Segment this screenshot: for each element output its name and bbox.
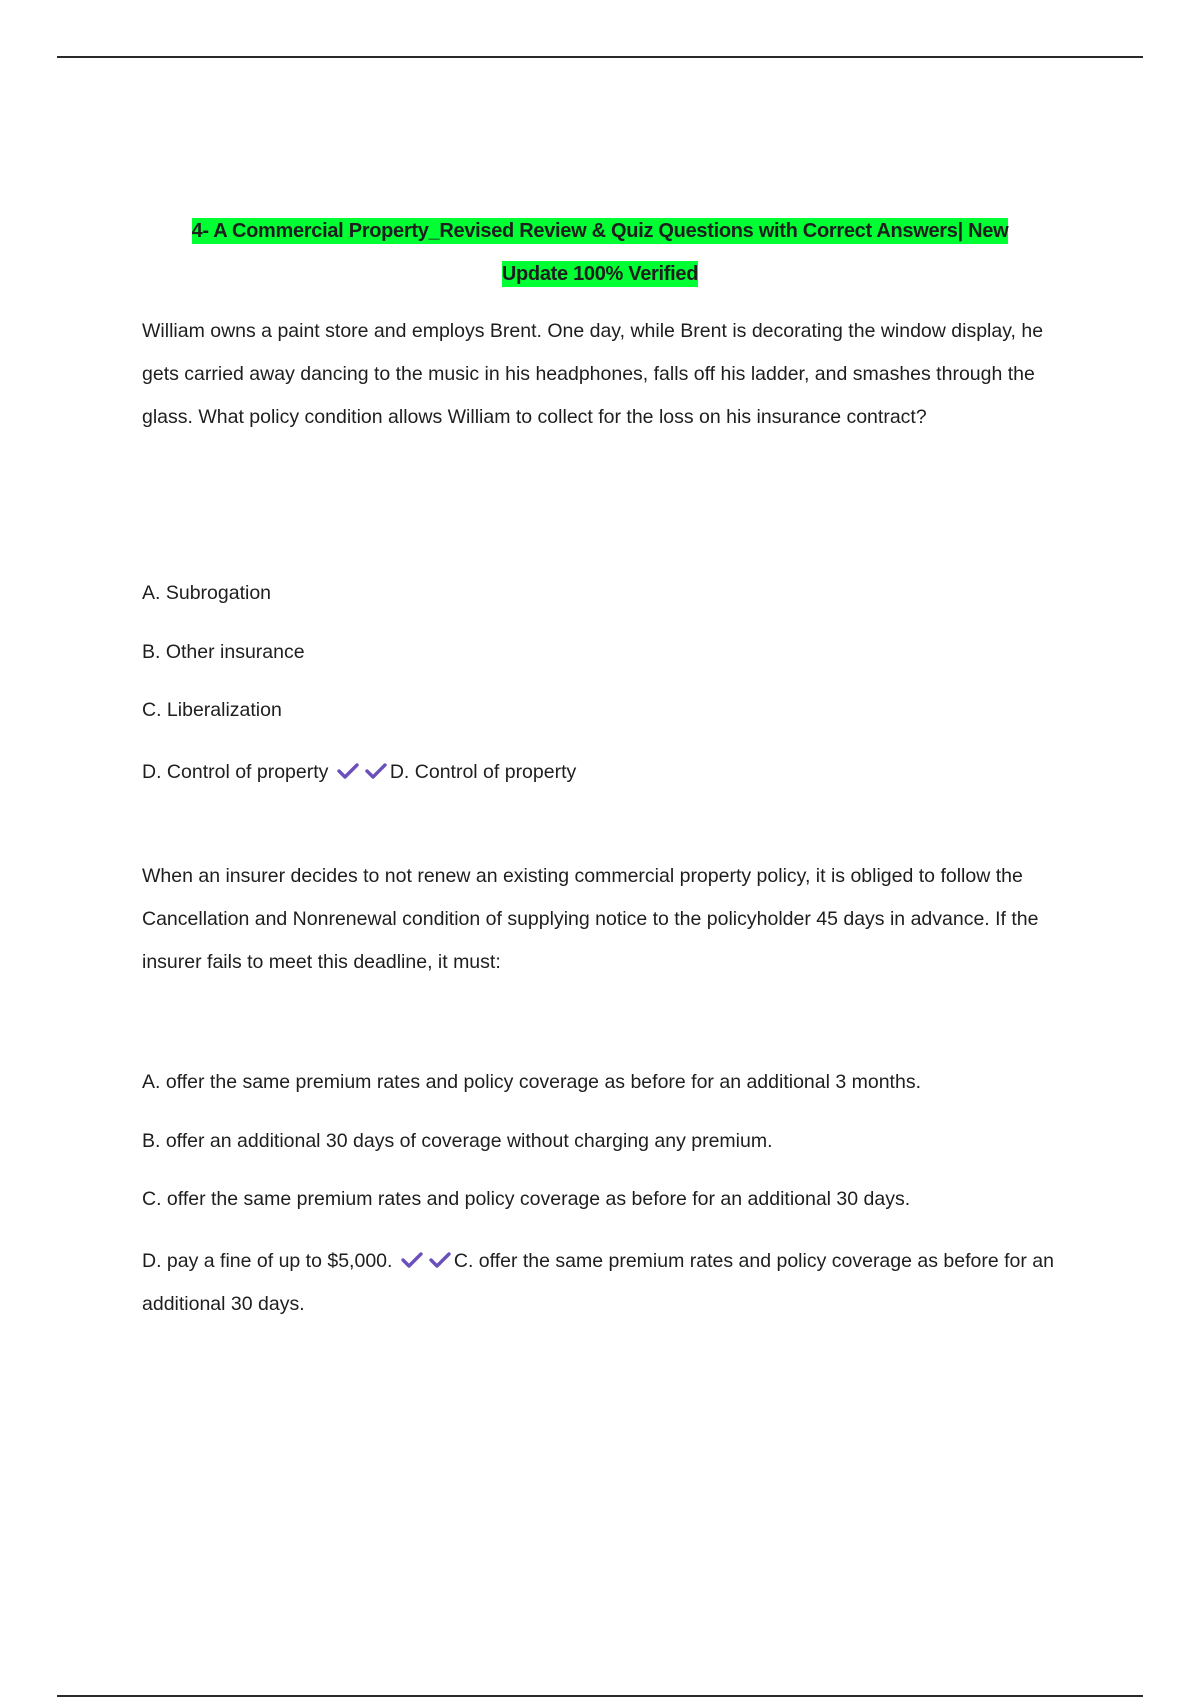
- question-1-option-b: B. Other insurance: [142, 641, 305, 663]
- question-2-option-a: A. offer the same premium rates and policy coverage as before for an additional 3 months.: [142, 1071, 921, 1093]
- bottom-rule: [57, 1695, 1143, 1697]
- question-1-option-c: C. Liberalization: [142, 699, 282, 721]
- question-2-option-b: B. offer an additional 30 days of coverage without charging any premium.: [142, 1130, 773, 1152]
- question-2-option-d: D. pay a fine of up to $5,000.: [142, 1250, 393, 1272]
- double-check-icon: [428, 1250, 452, 1270]
- double-check-icon: [364, 761, 388, 781]
- double-check-icon: [400, 1250, 424, 1270]
- title-line-2: Update 100% Verified: [501, 263, 699, 285]
- question-2-option-d-with-answer: [142, 1240, 1062, 1326]
- double-check-icon: [336, 761, 360, 781]
- question-2-text: When an insurer decides to not renew an existing commercial property policy, it is obliged to follow the Cancellation and Nonrenewal condition of supplying notice to the policyholder 45 days in advance. If the insurer fails to meet this deadline, it must:: [142, 865, 1039, 973]
- top-rule: [57, 56, 1143, 58]
- question-1-option-d-with-answer: [142, 751, 1062, 794]
- question-2-answer: C. offer the same premium rates and policy coverage as before for an additional 30 days.: [142, 1250, 1054, 1315]
- question-1-answer: D. Control of property: [389, 761, 577, 783]
- question-2-option-c: C. offer the same premium rates and policy coverage as before for an additional 30 days.: [142, 1188, 911, 1210]
- question-1-option-d: D. Control of property: [142, 761, 329, 783]
- question-1-option-a: A. Subrogation: [142, 582, 272, 604]
- page-title: [130, 210, 1070, 296]
- question-1-text: William owns a paint store and employs Brent. One day, while Brent is decorating the window display, he gets carried away dancing to the music in his headphones, falls off his ladder, and smashes through the glass. What policy condition allows William to collect for the loss on his insurance contract?: [142, 320, 1044, 428]
- title-line-1: 4- A Commercial Property_Revised Review & Quiz Questions with Correct Answers| New: [191, 220, 1009, 242]
